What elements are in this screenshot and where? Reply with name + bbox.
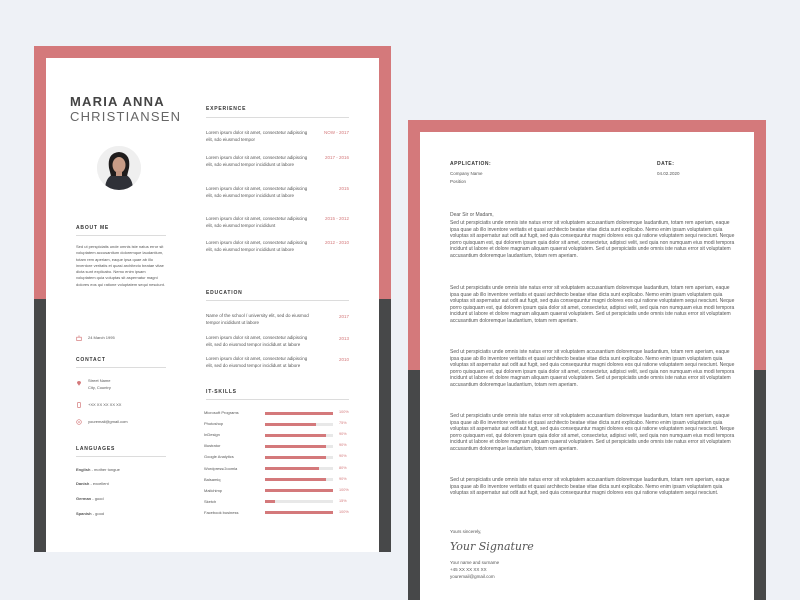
skill-name: Mailchimp [204, 487, 223, 493]
position-title: Position [450, 179, 467, 184]
company-name: Company Name [450, 171, 483, 176]
phone-icon [76, 402, 82, 408]
skill-bar-track [265, 511, 333, 514]
skill-percent: 15% [339, 498, 347, 503]
experience-date: 2015 - 2012 [324, 216, 349, 221]
skill-percent: 90% [339, 443, 347, 448]
experience-description: Lorem ipsum dolor sit amet, consectetur adipiscing elit, sdo eiusmod tempor [206, 130, 308, 142]
education-description: Name of the school / university elit, sed do eiusmod tempor incididunt ut labore [206, 313, 309, 325]
resume-last-name: CHRISTIANSEN [70, 109, 182, 124]
skill-percent: 90% [339, 432, 347, 437]
skill-name: Sketch [204, 498, 217, 504]
skill-bar-track [265, 467, 333, 470]
resume-first-name: MARIA ANNA [70, 94, 165, 109]
closing-line: Yours sincerely, [450, 529, 482, 534]
experience-description: Lorem ipsum dolor sit amet, consectetur adipiscing elit, sdo eiusmod tempor incididunt [206, 216, 308, 228]
letter-paragraph: Sed ut perspiciatis unde omnis iste natus error sit voluptatem accusantium doloremque laudantium, totam rem aperiam, eaque ipsa quae ab illo inventore veritatis et quasi architecto beatae vitae dicta sunt explicabo. Nemo enim ipsam voluptatem quia voluptas sit aspernatur aut odit aut fugit, sed quia consequuntur magni dolores eos qui ratione voluptatem sequi nesciunt. [450, 477, 730, 497]
languages-heading: LANGUAGES [76, 446, 116, 452]
language-item: German - good [76, 496, 104, 501]
profile-photo [97, 146, 141, 190]
skill-name: InDesign [204, 432, 220, 438]
skill-percent: 80% [339, 465, 347, 470]
experience-description: Lorem ipsum dolor sit amet, consectetur adipiscing elit, sdo eiusmod tempor incididunt ut labore [206, 155, 308, 167]
skill-bar-fill [265, 500, 275, 503]
experience-date: 2015 [338, 186, 349, 191]
skills-heading: IT-SKILLS [206, 389, 237, 395]
letter-date: 04.02.2020 [657, 171, 680, 176]
resume-paper [46, 58, 379, 552]
contact-heading: CONTACT [76, 357, 106, 363]
education-date: 2017 [338, 314, 349, 319]
date-of-birth: 24 March 1995 [88, 335, 115, 340]
letter-paragraph: Sed ut perspiciatis unde omnis iste natus error sit voluptatem accusantium doloremque laudantium, totam rem aperiam, eaque ipsa quae ab illo inventore veritatis et quasi architecto beatae vitae dicta sunt explicabo. Nemo enim ipsam voluptatem quia voluptas sit aspernatur aut odit aut fugit, sed quia consequuntur magni dolores eos qui ratione voluptatem sequi nesciunt. Neque porro quisquam est, qui dolorem ipsum quia dolor sit amet, consectetur, adipisci velit, sed quia non numquam eius modi tempora incidunt ut labore et dolore magnam aliquam quaerat voluptatem. Sed ut perspiciatis unde omnis iste natus error sit voluptatem accusantium doloremque laudantium, totam rem aperiam. [450, 413, 735, 452]
skill-bar-fill [265, 434, 326, 437]
skill-bar-fill [265, 445, 326, 448]
sender-email: youremail@gmail.com [450, 574, 495, 579]
skill-name: Illustrator [204, 443, 221, 449]
about-heading: ABOUT ME [76, 225, 110, 231]
skill-name: Microsoft Programs [204, 410, 239, 415]
skill-bar-fill [265, 511, 333, 514]
experience-description: Lorem ipsum dolor sit amet, consectetur adipiscing elit, sdo eiusmod tempor incididunt ut labore [206, 186, 308, 198]
cover-letter-sheet [408, 120, 766, 600]
email-address: youremail@gmail.com [88, 419, 128, 424]
experience-description: Lorem ipsum dolor sit amet, consectetur adipiscing elit, sdo eiusmod tempor incididunt ut labore [206, 240, 308, 252]
skill-percent: 100% [339, 487, 349, 492]
skill-bar-fill [265, 456, 326, 459]
skill-bar-track [265, 412, 333, 415]
skill-bar-fill [265, 489, 333, 492]
skill-percent: 90% [339, 476, 347, 481]
languages-divider [76, 456, 166, 457]
letter-paper [420, 132, 754, 600]
letter-paragraph: Sed ut perspiciatis unde omnis iste natus error sit voluptatem accusantium doloremque laudantium, totam rem aperiam, eaque ipsa quae ab illo inventore veritatis et quasi architecto beatae vitae dicta sunt explicabo. Nemo enim ipsam voluptatem quia voluptas sit aspernatur aut odit aut fugit, sed quia consequuntur magni dolores eos qui ratione voluptatem sequi nesciunt. Neque porro quisquam est, qui dolorem ipsum quia dolor sit amet, consectetur, adipisci velit, sed quia non numquam eius modi tempora incidunt ut labore et dolore magnam aliquam quaerat voluptatem. Sed ut perspiciatis unde omnis iste natus error sit voluptatem accusantium doloremque laudantium, totam rem aperiam. [450, 285, 735, 324]
skill-name: Facebook business [204, 509, 239, 515]
skill-name: Photoshop [204, 421, 224, 427]
about-text: Sed ut perspiciatis unde omnis iste natus error sit voluptatem accusantium doloremque laudantium, totam rem aperiam, eaque ipsa quae ab illo inventore veritatis et quasi architecto beatae vitae dicta sunt explicabo. Nemo enim ipsam voluptatem quia voluptas sit aspernatur magni dolores eos qui ratione voluptatem sequi nesciunt. [76, 244, 165, 287]
experience-date: 2017 - 2016 [324, 155, 349, 160]
skill-bar-track [265, 489, 333, 492]
signature: Your Signature [450, 540, 534, 553]
about-divider [76, 235, 166, 236]
phone-number: +XX XX XX XX XX [88, 402, 122, 407]
date-label: DATE: [657, 161, 675, 167]
language-item: Danish - excellent [76, 481, 109, 486]
experience-date: 2012 - 2010 [324, 240, 349, 245]
education-date: 2010 [338, 357, 349, 362]
skill-bar-track [265, 445, 333, 448]
email-icon [76, 419, 82, 425]
skill-bar-track [265, 478, 333, 481]
skill-name: Google Analytics [204, 454, 234, 460]
sender-name: Your name and surname [450, 560, 500, 565]
birthday-icon [76, 335, 82, 341]
education-date: 2013 [338, 336, 349, 341]
skill-bar-fill [265, 478, 326, 481]
skill-bar-fill [265, 423, 316, 426]
education-divider [206, 300, 349, 301]
location-icon [76, 380, 82, 386]
skill-bar-track [265, 423, 333, 426]
experience-divider [206, 117, 349, 118]
experience-date: NOW - 2017 [323, 130, 349, 135]
education-heading: EDUCATION [206, 290, 243, 296]
skill-name: Wordpress/Joomla [204, 465, 238, 471]
letter-paragraph: Sed ut perspiciatis unde omnis iste natus error sit voluptatem accusantium doloremque laudantium, totam rem aperiam, eaque ipsa quae ab illo inventore veritatis et quasi architecto beatae vitae dicta sunt explicabo. Nemo enim ipsam voluptatem quia voluptas sit aspernatur aut odit aut fugit, sed quia consequuntur magni dolores eos qui ratione voluptatem sequi nesciunt. Neque porro quisquam est, qui dolorem ipsum quia dolor sit amet, consectetur, adipisci velit, sed quia non numquam eius modi tempora incidunt ut labore et dolore magnam aliquam quaerat voluptatem. Sed ut perspiciatis unde omnis iste natus error sit voluptatem accusantium doloremque laudantium, totam rem aperiam. [450, 220, 735, 259]
skill-percent: 90% [339, 454, 347, 459]
address-line-2: City, Country [88, 385, 111, 390]
application-label: APPLICATION: [450, 161, 492, 167]
resume-sheet [34, 46, 391, 552]
skills-divider [206, 399, 349, 400]
contact-divider [76, 367, 166, 368]
language-item: English - mother tongue [76, 467, 120, 472]
experience-heading: EXPERIENCE [206, 106, 247, 112]
letter-paragraph: Sed ut perspiciatis unde omnis iste natus error sit voluptatem accusantium doloremque laudantium, totam rem aperiam, eaque ipsa quae ab illo inventore veritatis et quasi architecto beatae vitae dicta sunt explicabo. Nemo enim ipsam voluptatem quia voluptas sit aspernatur aut odit aut fugit, sed quia consequuntur magni dolores eos qui ratione voluptatem sequi nesciunt. Neque porro quisquam est, qui dolorem ipsum quia dolor sit amet, consectetur, adipisci velit, sed quia non numquam eius modi tempora incidunt ut labore et dolore magnam aliquam quaerat voluptatem. Sed ut perspiciatis unde omnis iste natus error sit voluptatem accusantium doloremque laudantium, totam rem aperiam. [450, 349, 735, 388]
skill-bar-fill [265, 467, 319, 470]
education-description: Lorem ipsum dolor sit amet, consectetur adipiscing elit, sed do eiusmod tempor incididunt ut labore [206, 356, 308, 368]
education-description: Lorem ipsum dolor sit amet, consectetur adipiscing elit, sed do eiusmod tempor incididunt ut labore [206, 335, 308, 347]
salutation: Dear Sir or Madam, [450, 212, 494, 218]
skill-percent: 100% [339, 410, 349, 414]
skill-name: Balsamiq [204, 476, 221, 482]
skill-bar-track [265, 456, 333, 459]
language-item: Spanish - good [76, 511, 105, 516]
skill-bar-track [265, 500, 333, 503]
sender-phone: +45 XX XX XX XX [450, 567, 487, 572]
skill-bar-track [265, 434, 333, 437]
address-line-1: Street Name [88, 378, 111, 383]
skill-bar-fill [265, 412, 333, 415]
skill-percent: 100% [339, 509, 349, 514]
skill-percent: 75% [339, 421, 347, 426]
